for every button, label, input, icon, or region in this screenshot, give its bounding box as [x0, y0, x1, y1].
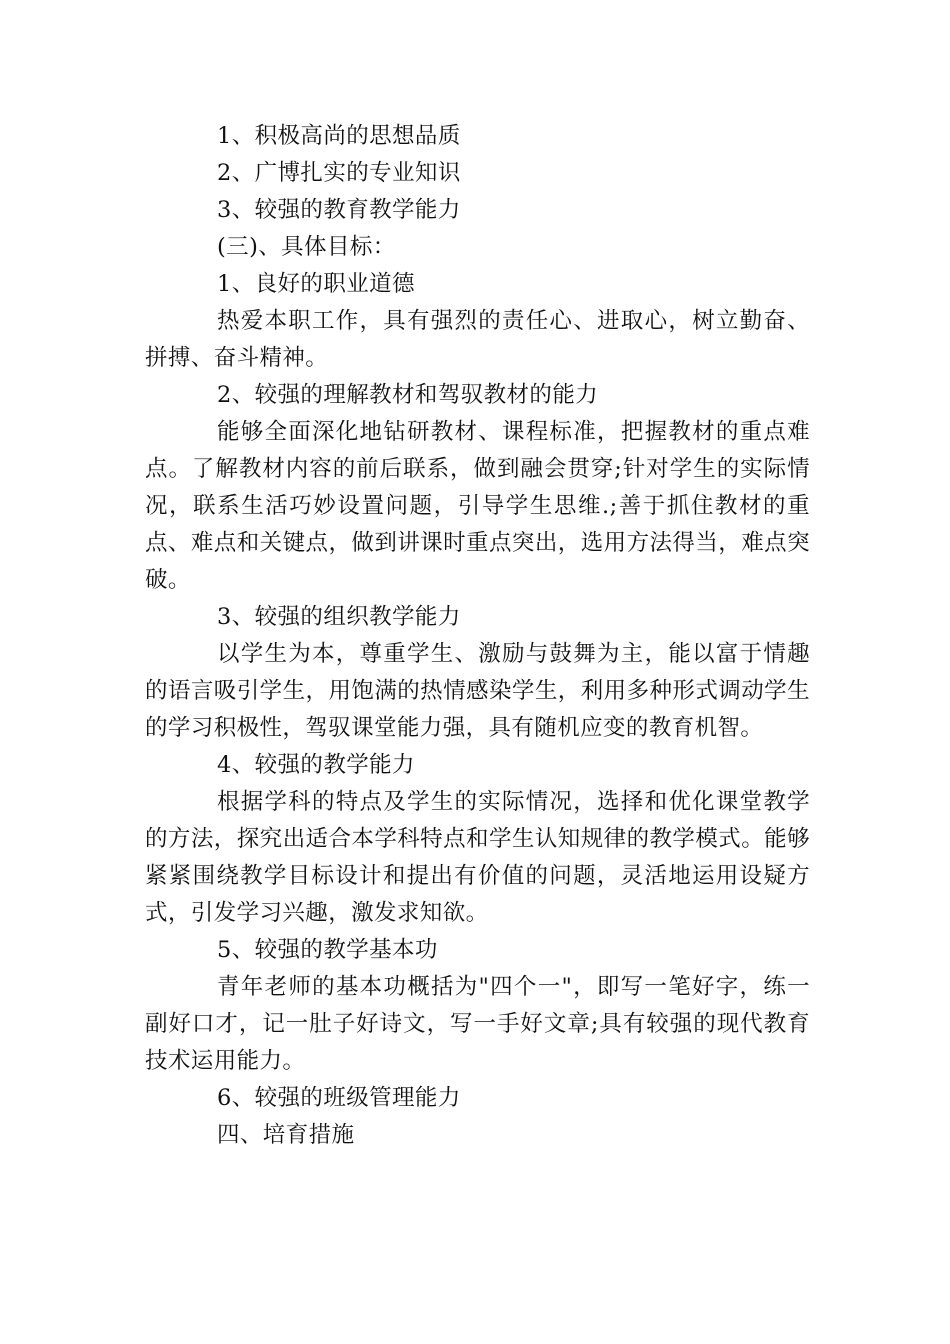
section-heading-measures: 四、培育措施	[217, 1122, 355, 1148]
subheading-teaching-ability: 4、较强的教学能力	[217, 752, 415, 778]
paragraph-textbook-ability: 能够全面深化地钻研教材、课程标准，把握教材的重点难点。了解教材内容的前后联系，做到融会贯穿;针对学生的实际情况，联系生活巧妙设置问题，引导学生思维.;善于抓住教材的重点、难点和关键点，做到讲课时重点突出，选用方法得当，难点突破。	[145, 419, 810, 593]
paragraph-organization-ability: 以学生为本，尊重学生、激励与鼓舞为主，能以富于情趣的语言吸引学生，用饱满的热情感染学生，利用多种形式调动学生的学习积极性，驾驭课堂能力强，具有随机应变的教育机智。	[145, 641, 810, 741]
subheading-class-management: 6、较强的班级管理能力	[217, 1085, 461, 1111]
subheading-textbook-ability: 2、较强的理解教材和驾驭教材的能力	[217, 382, 599, 408]
paragraph-basic-skills: 青年老师的基本功概括为"四个一"，即写一笔好字，练一副好口才，记一肚子好诗文，写一手好文章;具有较强的现代教育技术运用能力。	[145, 974, 810, 1074]
subheading-basic-skills: 5、较强的教学基本功	[217, 937, 438, 963]
list-item-teaching-ability: 3、较强的教育教学能力	[217, 197, 461, 223]
paragraph-ethics: 热爱本职工作，具有强烈的责任心、进取心，树立勤奋、拼搏、奋斗精神。	[145, 308, 810, 371]
subheading-ethics: 1、良好的职业道德	[217, 271, 415, 297]
list-item-knowledge: 2、广博扎实的专业知识	[217, 160, 461, 186]
section-heading-specific-goals: (三)、具体目标：	[217, 234, 396, 260]
subheading-organization-ability: 3、较强的组织教学能力	[217, 604, 461, 630]
document-body	[145, 118, 810, 1154]
paragraph-teaching-ability: 根据学科的特点及学生的实际情况，选择和优化课堂教学的方法，探究出适合本学科特点和学生认知规律的教学模式。能够紧紧围绕教学目标设计和提出有价值的问题，灵活地运用设疑方式，引发学习兴趣，激发求知欲。	[145, 789, 810, 926]
list-item-ideology: 1、积极高尚的思想品质	[217, 123, 461, 149]
